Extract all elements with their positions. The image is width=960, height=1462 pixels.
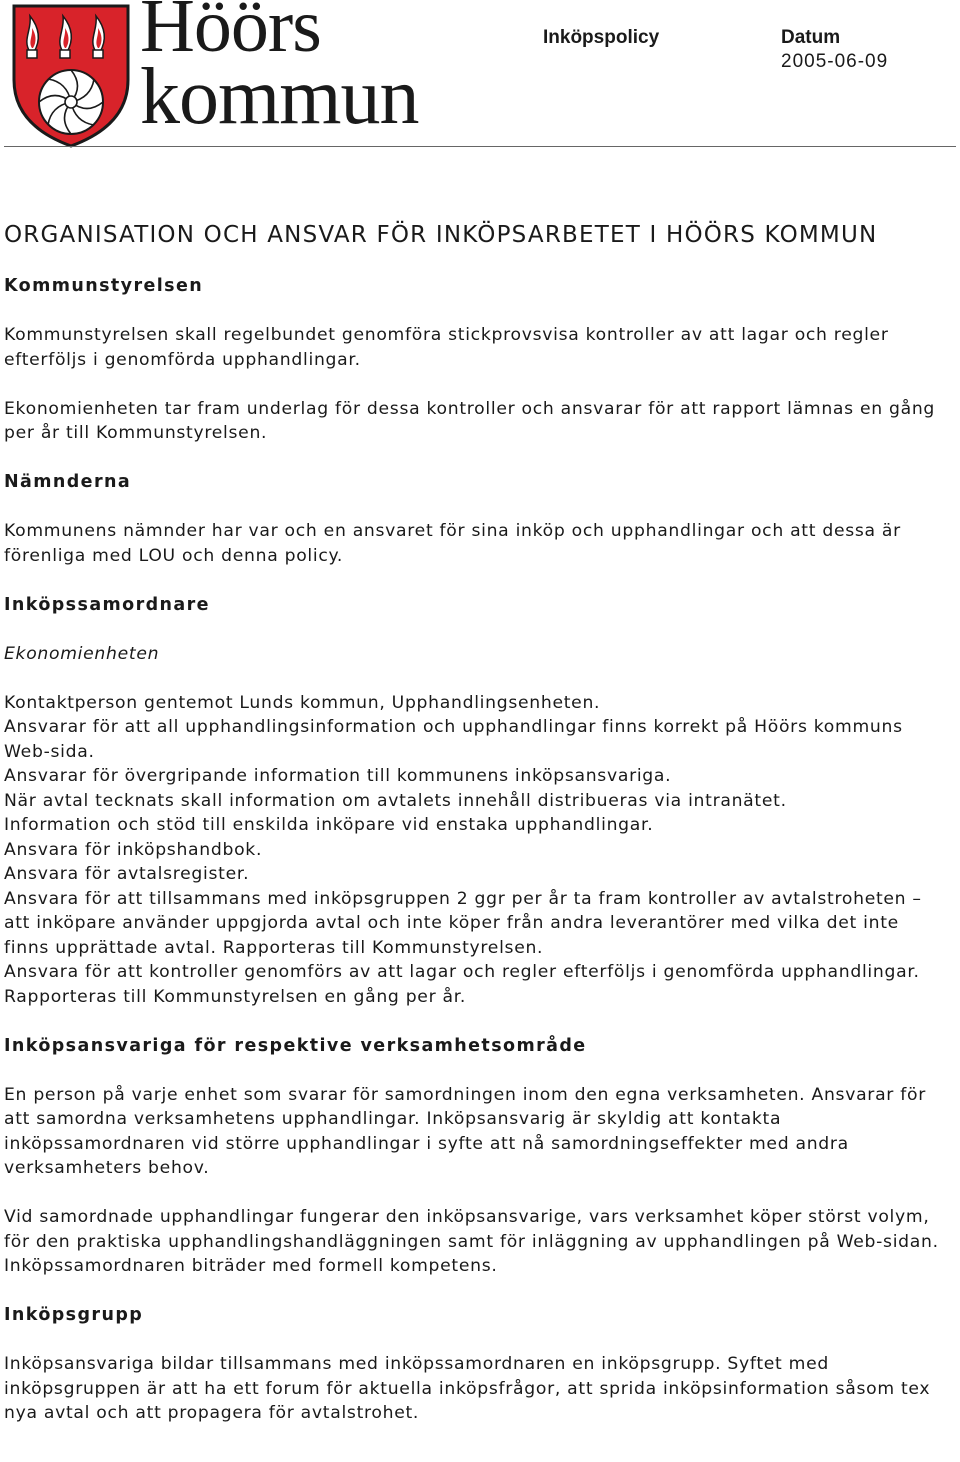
list-item: Ansvara för att kontroller genomförs av att lagar och regler efterföljs i genomförda upphandlingar. Rapporteras till Kommunstyrelsen en gång per år. [4, 962, 920, 1007]
document-body [4, 220, 944, 1450]
date-value: 2005-06-09 [781, 51, 889, 72]
section-namnderna [4, 470, 944, 568]
list-item: Ansvara för avtalsregister. [4, 864, 250, 884]
list-item: Ansvara för att tillsammans med inköpsgruppen 2 ggr per år ta fram kontroller av avtalstroheten – att inköpare använder uppgjorda avtal och inte köper från andra leverantörer med vilka det inte finns upprättade avtal. Rapporteras till Kommunstyrelsen. [4, 888, 922, 958]
coat-of-arms-icon [8, 2, 134, 148]
paragraph: Kommunstyrelsen skall regelbundet genomföra stickprovsvisa kontroller av att lagar och regler efterföljs i genomförda upphandlingar. [4, 325, 889, 370]
section-heading: Inköpsansvariga för respektive verksamhetsområde [4, 1035, 587, 1056]
page-title: ORGANISATION OCH ANSVAR FÖR INKÖPSARBETET I HÖÖRS KOMMUN [4, 222, 878, 248]
section-heading: Inköpsgrupp [4, 1305, 144, 1325]
section-heading: Nämnderna [4, 472, 132, 492]
logo [8, 2, 418, 148]
list-item: Ansvara för inköpshandbok. [4, 839, 263, 860]
section-inkopssamordnare [4, 593, 944, 1010]
list-item: Information och stöd till enskilda inköpare vid enstaka upphandlingar. [4, 815, 654, 835]
paragraph: Inköpsansvariga bildar tillsammans med inköpssamordnaren en inköpsgrupp. Syftet med inköpsgruppen är att ha ett forum för aktuella inköpsfrågor, att sprida inköpsinformation såsom tex nya avtal och att propagera för avtalstrohet. [4, 1354, 931, 1423]
list-item: Ansvarar för att all upphandlingsinformation och upphandlingar finns korrekt på Höörs kommuns Web-sida. [4, 717, 903, 762]
section-heading: Kommunstyrelsen [4, 276, 204, 296]
list-item: Kontaktperson gentemot Lunds kommun, Upphandlingsenheten. [4, 692, 601, 713]
logo-wordmark-line1: Höörs [140, 0, 321, 68]
unit-name: Ekonomienheten [4, 643, 160, 664]
date-label: Datum [781, 27, 841, 48]
paragraph: En person på varje enhet som svarar för samordningen inom den egna verksamheten. Ansvarar för att samordna verksamhetens upphandlingar. Inköpsansvarig är skyldig att kontakta inköpssamordnaren vid större upphandlingar i syfte att nå samordningseffekter med andra verksamheters behov. [4, 1084, 926, 1178]
list-item: När avtal tecknats skall information om avtalets innehåll distribueras via intranätet. [4, 790, 787, 811]
list-item: Ansvarar för övergripande information till kommunens inköpsansvariga. [4, 766, 672, 786]
paragraph: Vid samordnade upphandlingar fungerar den inköpsansvarige, vars verksamhet köper störst volym, för den praktiska upphandlingshandläggningen samt för inläggning av upphandlingen på Web-sidan. Inköpssamordnaren biträder med formell kompetens. [4, 1207, 939, 1276]
section-kommunstyrelsen [4, 274, 944, 446]
responsibility-list [4, 691, 944, 1010]
section-inkopsgrupp [4, 1303, 944, 1426]
paragraph: Ekonomienheten tar fram underlag för dessa kontroller och ansvarar för att rapport lämnas en gång per år till Kommunstyrelsen. [4, 398, 936, 443]
document-type: Inköpspolicy [543, 27, 660, 48]
section-inkopsansvariga [4, 1034, 944, 1279]
logo-wordmark-line2: kommun [140, 53, 419, 141]
logo-wordmark [140, 0, 419, 141]
header-divider [4, 146, 956, 147]
paragraph: Kommunens nämnder har var och en ansvaret för sina inköp och upphandlingar och att dessa är förenliga med LOU och denna policy. [4, 521, 901, 566]
section-heading: Inköpssamordnare [4, 594, 210, 615]
